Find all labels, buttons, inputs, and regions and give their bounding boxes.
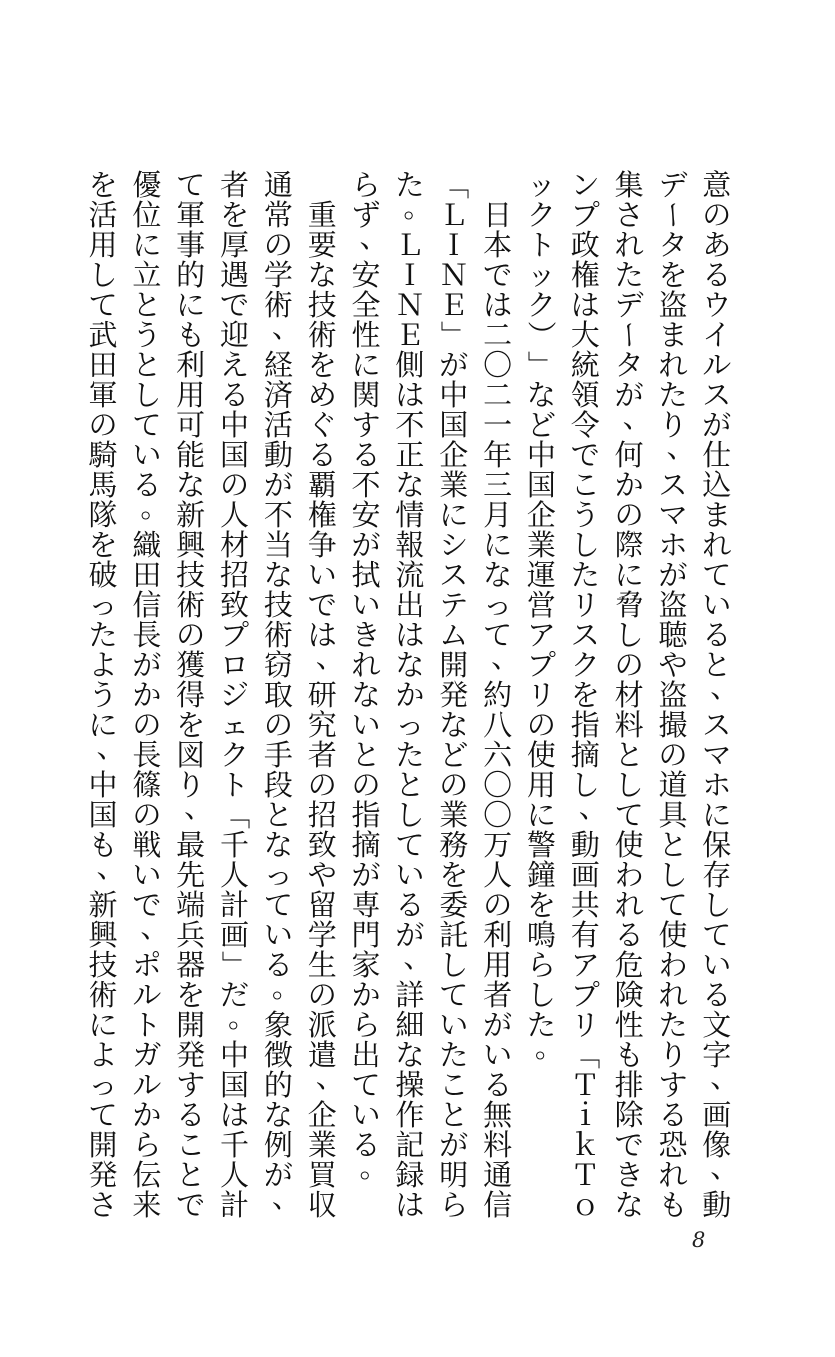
vertical-text-body bbox=[85, 168, 740, 1222]
text-column: 優 位 に 立 と う と し て い る 。 織 田 信 長 が か の 長 篠 の 戦 い で 、 ポ ル ト ガ ル か ら 伝 来 bbox=[132, 168, 170, 1222]
text-column: 「 Ｌ Ｉ Ｎ Ｅ 」 が 中 国 企 業 に シ ス テ ム 開 発 な ど の 業 務 を 委 託 し て い た こ と が 明 ら bbox=[436, 170, 471, 1222]
text-column: ッ ク ト ッ ク ） 」 な ど 中 国 企 業 運 営 ア プ リ の 使 用 に 警 鐘 を 鳴 ら し た 。 bbox=[524, 168, 564, 1064]
text-column: 集 さ れ た デ ー タ が 、 何 か の 際 に 脅 し の 材 料 と し て 使 わ れ る 危 険 性 も 排 除 で き な bbox=[612, 168, 652, 1222]
text-column: デ ー タ を 盗 ま れ た り 、 ス マ ホ が 盗 聴 や 盗 撮 の 道 具 と し て 使 わ れ た り す る 恐 れ も bbox=[655, 168, 696, 1222]
text-column: を 活 用 し て 武 田 軍 の 騎 馬 隊 を 破 っ た よ う に 、 中 国 も 、 新 興 技 術 に よ っ て 開 発 さ bbox=[88, 168, 126, 1222]
text-column: た 。 Ｌ Ｉ Ｎ Ｅ 側 は 不 正 な 情 報 流 出 は な か っ た と し て い る が 、 詳 細 な 操 作 記 録 は bbox=[395, 168, 433, 1222]
page-number: 8 bbox=[692, 1228, 706, 1252]
text-column: ら ず 、 安 全 性 に 関 す る 不 安 が 拭 い き れ な い と の 指 摘 が 専 門 家 か ら 出 て い る 。 bbox=[351, 168, 389, 1184]
text-column: ン プ 政 権 は 大 統 領 令 で こ う し た リ ス ク を 指 摘 し 、 動 画 共 有 ア プ リ 「 Ｔ ｉ ｋ Ｔ ｏ bbox=[568, 168, 608, 1222]
text-column: 日 本 で は 二 〇 二 一 年 三 月 に な っ て 、 約 八 六 〇 〇 万 人 の 利 用 者 が い る 無 料 通 信 bbox=[483, 198, 521, 1222]
text-column: 通 常 の 学 術 、 経 済 活 動 が 不 当 な 技 術 窃 取 の 手 段 と な っ て い る 。 象 徴 的 な 例 が 、 bbox=[263, 168, 301, 1214]
text-column: 意 の あ る ウ イ ル ス が 仕 込 ま れ て い る と 、 ス マ ホ に 保 存 し て い る 文 字 、 画 像 、 動 bbox=[702, 168, 740, 1222]
text-column: て 軍 事 的 に も 利 用 可 能 な 新 興 技 術 の 獲 得 を 図 り 、 最 先 端 兵 器 を 開 発 す る こ と で bbox=[176, 168, 214, 1222]
text-column: 重 要 な 技 術 を め ぐ る 覇 権 争 い で は 、 研 究 者 の 招 致 や 留 学 生 の 派 遣 、 企 業 買 収 bbox=[307, 198, 345, 1222]
text-column: 者 を 厚 遇 で 迎 え る 中 国 の 人 材 招 致 プ ロ ジ ェ ク ト 「 千 人 計 画 」 だ 。 中 国 は 千 人 計 bbox=[217, 168, 258, 1222]
